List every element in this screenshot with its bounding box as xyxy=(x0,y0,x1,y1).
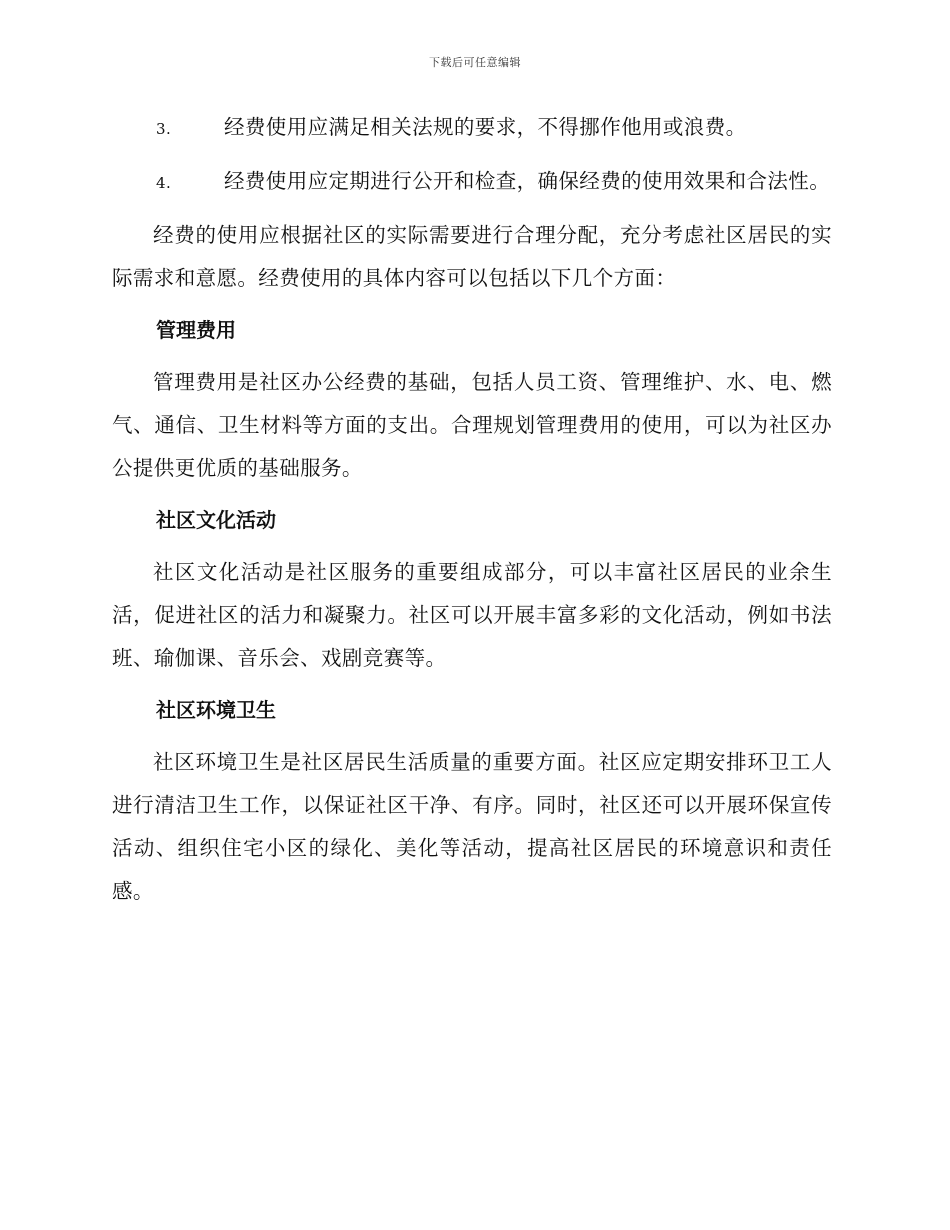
section-heading-culture: 社区文化活动 xyxy=(156,508,276,532)
list-number: 4. xyxy=(156,174,172,192)
section-body-culture: 社区文化活动是社区服务的重要组成部分，可以丰富社区居民的业余生活，促进社区的活力和凝聚力。社区可以开展丰富多彩的文化活动，例如书法班、瑜伽课、音乐会、戏剧竞赛等。 xyxy=(112,560,832,670)
list-text: 经费使用应定期进行公开和检查，确保经费的使用效果和合法性。 xyxy=(224,169,831,193)
list-number: 3. xyxy=(156,120,172,138)
list-text: 经费使用应满足相关法规的要求，不得挪作他用或浪费。 xyxy=(224,115,747,139)
list-item-4 xyxy=(112,160,832,205)
page-header: 下载后可任意编辑 xyxy=(429,56,521,69)
section-body-environment: 社区环境卫生是社区居民生活质量的重要方面。社区应定期安排环卫工人进行清洁卫生工作，以保证社区干净、有序。同时，社区还可以开展环保宣传活动、组织住宅小区的绿化、美化等活动，提高社区居民的环境意识和责任感。 xyxy=(112,750,832,903)
section-heading-environment: 社区环境卫生 xyxy=(156,698,276,722)
intro-paragraph: 经费的使用应根据社区的实际需要进行合理分配，充分考虑社区居民的实际需求和意愿。经费使用的具体内容可以包括以下几个方面： xyxy=(112,223,832,290)
document-body xyxy=(112,106,832,922)
section-body-management: 管理费用是社区办公经费的基础，包括人员工资、管理维护、水、电、燃气、通信、卫生材料等方面的支出。合理规划管理费用的使用，可以为社区办公提供更优质的基础服务。 xyxy=(112,370,832,480)
list-item-3 xyxy=(112,106,832,151)
section-heading-management: 管理费用 xyxy=(156,318,236,342)
